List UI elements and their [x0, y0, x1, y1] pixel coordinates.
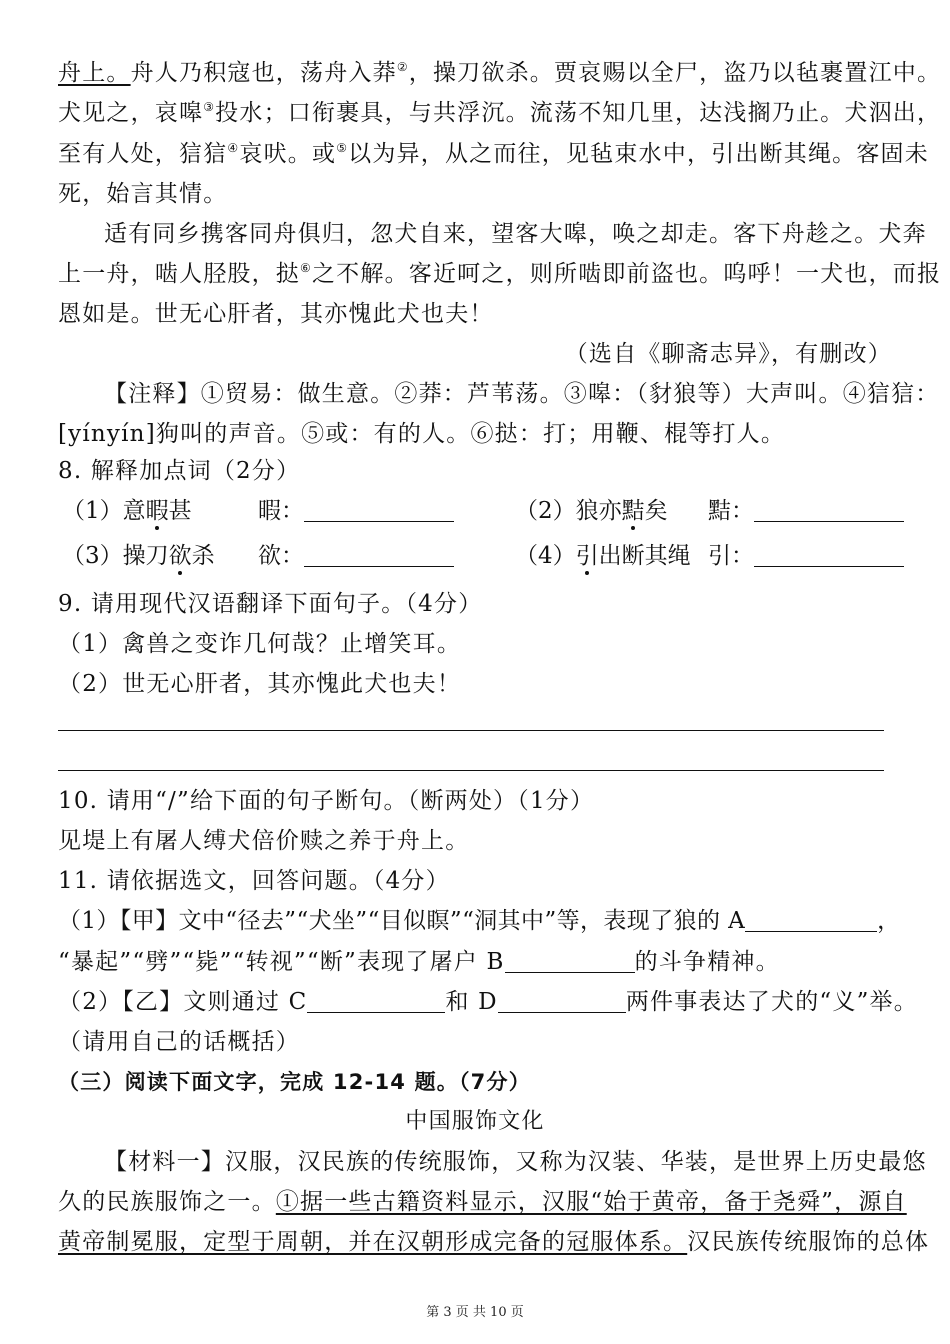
- dotted-char: 引: [575, 543, 599, 569]
- passage-line: [58, 258, 942, 290]
- dotted-char: 暇: [145, 498, 169, 524]
- passage-text: 投水；口衔裹具，与共浮沉。流荡不知几里，达浅搁乃止。犬泅出，: [215, 100, 942, 126]
- answer-blank-d[interactable]: [498, 990, 626, 1013]
- material-text: 久的民族服饰之一。①据一些古籍资料显示，汉服“始于黄帝，备于尧舜”，源自: [58, 1189, 907, 1215]
- page-footer: 第 3 页 共 10 页: [426, 1305, 524, 1320]
- answer-blank[interactable]: [304, 499, 454, 522]
- source-citation: （选自《聊斋志异》，有删改）: [564, 341, 892, 367]
- passage-text: 哀吠。或: [239, 141, 337, 167]
- underlined-text: 黄帝制冕服，定型于周朝，并在汉朝形成完备的冠服体系。: [58, 1229, 688, 1255]
- footnote-mark: ②: [396, 60, 409, 74]
- passage-text: 犬见之，哀嗥: [58, 100, 204, 126]
- passage-line: 恩如是。世无心肝者，其亦愧此犬也夫！: [58, 301, 494, 327]
- section-heading: （三）阅读下面文字，完成 12-14 题。（7分）: [58, 1070, 531, 1094]
- notes-line: 【注释】①贸易：做生意。②莽：芦苇荡。③嗥：（豺狼等）大声叫。④狺狺：: [104, 381, 940, 407]
- answer-blank[interactable]: [754, 499, 904, 522]
- passage-text: 以为异，从之而往，见毡束水中，引出断其绳。客固未: [348, 141, 929, 167]
- dotted-char: 欲: [168, 543, 192, 569]
- q11-line-3: （2）【乙】文则通过 C 和 D 两件事表达了犬的“义”举。: [58, 989, 918, 1015]
- answer-blank-b[interactable]: [505, 950, 635, 973]
- q8-item-4: （4）引出断其绳: [515, 543, 691, 569]
- q11-line-1: （1）【甲】文中“径去”“犬坐”“目似瞑”“洞其中”等，表现了狼的 A ，: [58, 908, 901, 934]
- q10-sentence: 见堤上有屠人缚犬倍价赎之养于舟上。: [58, 828, 470, 854]
- q11-line-4: （请用自己的话概括）: [58, 1029, 300, 1055]
- question-8-title: 8. 解释加点词（2分）: [58, 458, 301, 484]
- notes-line: [yínyín]狗叫的声音。⑤或：有的人。⑥挞：打；用鞭、棍等打人。: [58, 421, 786, 447]
- passage-line: [58, 138, 929, 170]
- passage-text: 之不解。客近呵之，则所啮即前盗也。呜呼！一犬也，而报: [311, 261, 942, 287]
- answer-blank[interactable]: [304, 544, 454, 567]
- underlined-text: ①据一些古籍资料显示，汉服“始于黄帝，备于尧舜”，源自: [275, 1189, 907, 1215]
- question-11-title: 11. 请依据选文，回答问题。（4分）: [58, 868, 450, 894]
- dotted-char: 黠: [621, 498, 645, 524]
- passage-text: 上一舟，啮人胫股，挞: [58, 261, 300, 287]
- article-title: 中国服饰文化: [405, 1109, 545, 1134]
- material-text: 汉民族传统服饰的总体: [687, 1229, 930, 1255]
- answer-blank[interactable]: [754, 544, 904, 567]
- footnote-mark: ④: [227, 141, 240, 155]
- q9-sentence-1: （1）禽兽之变诈几何哉？止增笑耳。: [58, 631, 462, 657]
- passage-text: 至有人处，狺狺: [58, 141, 228, 167]
- passage-line: 死，始言其情。: [58, 181, 228, 207]
- passage-line: [58, 57, 942, 89]
- q8-answer-2: 黠：: [708, 495, 904, 527]
- passage-line: 适有同乡携客同舟俱归，忽犬自来，望客大嗥，唤之却走。客下舟趁之。犬奔: [104, 221, 927, 247]
- material-line: [58, 1226, 930, 1258]
- footnote-mark: ⑤: [336, 141, 349, 155]
- q8-answer-3: 欲：: [258, 540, 454, 572]
- passage-text: 舟人乃积寇也，荡舟入莽: [130, 60, 397, 86]
- footnote-mark: ③: [203, 100, 216, 114]
- passage-line: [58, 97, 942, 129]
- question-10-title: 10. 请用“/”给下面的句子断句。（断两处）（1分）: [58, 788, 595, 814]
- q8-item-1: （1）意暇甚: [62, 498, 192, 524]
- answer-line[interactable]: [58, 770, 884, 771]
- q11-line-2: “暴起”“劈”“毙”“转视”“断”表现了屠户 B 的斗争精神。: [58, 949, 780, 975]
- q8-answer-4: 引：: [708, 540, 904, 572]
- q9-sentence-2: （2）世无心肝者，其亦愧此犬也夫！: [58, 671, 462, 697]
- footnote-mark: ⑥: [300, 261, 312, 275]
- material-line: [58, 1186, 907, 1218]
- q8-item-3: （3）操刀欲杀: [62, 543, 215, 569]
- q8-item-2: （2）狼亦黠矣: [515, 498, 668, 524]
- answer-line[interactable]: [58, 730, 884, 731]
- underlined-text: 舟上。: [58, 60, 131, 86]
- answer-blank-c[interactable]: [307, 990, 445, 1013]
- passage-text: ，操刀欲杀。贾哀赐以全尸，盗乃以毡裹置江中。: [408, 60, 942, 86]
- question-9-title: 9. 请用现代汉语翻译下面句子。（4分）: [58, 591, 483, 617]
- material-line: 【材料一】汉服，汉民族的传统服饰，又称为汉装、华装，是世界上历史最悠: [104, 1149, 927, 1175]
- answer-blank-a[interactable]: [745, 909, 877, 932]
- q8-answer-1: 暇：: [258, 495, 454, 527]
